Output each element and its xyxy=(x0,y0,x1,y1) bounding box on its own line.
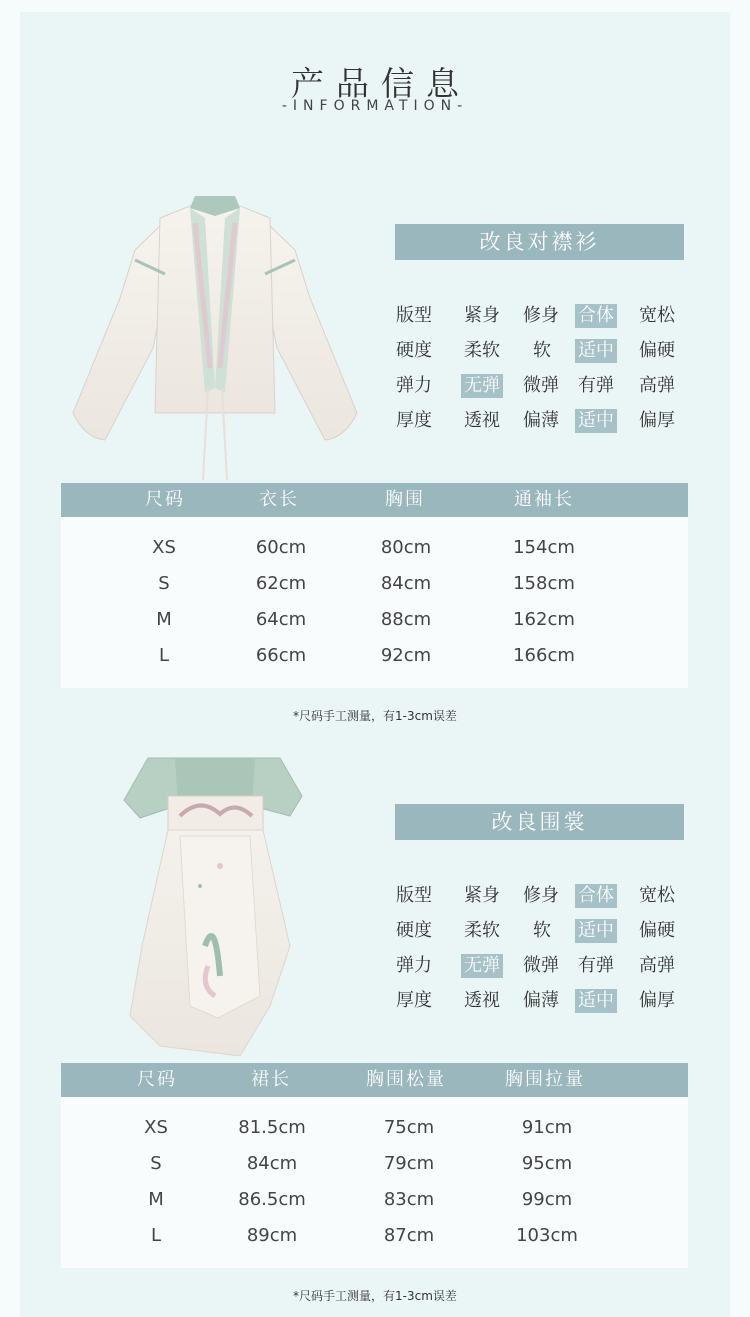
table-row xyxy=(61,1218,688,1254)
attribute-option: 偏厚 xyxy=(639,990,675,1011)
table-cell: 66cm xyxy=(255,645,307,666)
attribute-option: 宽松 xyxy=(639,305,675,326)
table-cell: 86.5cm xyxy=(238,1189,306,1210)
attribute-label: 版型 xyxy=(396,885,432,906)
attribute-option: 宽松 xyxy=(639,885,675,906)
attribute-option: 偏薄 xyxy=(523,410,559,431)
table-row xyxy=(61,1110,688,1146)
table-cell: 92cm xyxy=(380,645,432,666)
product-title-jacket: 改良对襟衫 xyxy=(395,224,684,260)
size-cell: XS xyxy=(152,537,176,558)
table-cell: 62cm xyxy=(255,573,307,594)
size-table-header xyxy=(61,483,688,517)
attribute-option: 透视 xyxy=(464,990,500,1011)
attribute-option: 高弹 xyxy=(639,955,675,976)
size-cell: L xyxy=(158,645,170,666)
attribute-option: 修身 xyxy=(523,305,559,326)
table-cell: 75cm xyxy=(383,1117,435,1138)
attribute-option: 偏厚 xyxy=(639,410,675,431)
attribute-option-selected: 无弹 xyxy=(461,954,503,978)
attribute-option: 柔软 xyxy=(464,340,500,361)
attribute-label: 硬度 xyxy=(396,920,432,941)
table-row xyxy=(61,1146,688,1182)
size-cell: XS xyxy=(144,1117,168,1138)
table-cell: 103cm xyxy=(516,1225,578,1246)
page-title: 产品信息 xyxy=(291,64,471,103)
table-row xyxy=(61,566,688,602)
attribute-label: 弹力 xyxy=(396,955,432,976)
table-cell: 60cm xyxy=(255,537,307,558)
table-cell: 84cm xyxy=(246,1153,298,1174)
table-cell: 166cm xyxy=(513,645,575,666)
table-cell: 84cm xyxy=(380,573,432,594)
attribute-label: 厚度 xyxy=(396,990,432,1011)
attribute-option: 柔软 xyxy=(464,920,500,941)
table-cell: 87cm xyxy=(383,1225,435,1246)
attribute-option: 高弹 xyxy=(639,375,675,396)
size-table-header xyxy=(61,1063,688,1097)
table-cell: 64cm xyxy=(255,609,307,630)
table-cell: 91cm xyxy=(521,1117,573,1138)
table-cell: 80cm xyxy=(380,537,432,558)
size-table-jacket xyxy=(61,483,688,688)
attribute-option-selected: 合体 xyxy=(575,884,617,908)
size-cell: L xyxy=(150,1225,162,1246)
attribute-label: 弹力 xyxy=(396,375,432,396)
attribute-option: 透视 xyxy=(464,410,500,431)
page-subtitle: -INFORMATION- xyxy=(281,98,469,114)
skirt-product-image xyxy=(120,756,310,1056)
column-header: 胸围松量 xyxy=(366,1069,446,1090)
table-row xyxy=(61,1182,688,1218)
size-cell: S xyxy=(158,573,170,594)
attribute-option: 软 xyxy=(533,340,551,361)
attribute-option: 有弹 xyxy=(578,375,614,396)
attribute-option-selected: 适中 xyxy=(575,919,617,943)
table-row xyxy=(61,638,688,674)
table-cell: 89cm xyxy=(246,1225,298,1246)
size-cell: S xyxy=(150,1153,162,1174)
column-header: 尺码 xyxy=(137,1069,177,1090)
attribute-option-selected: 无弹 xyxy=(461,374,503,398)
attribute-option: 紧身 xyxy=(464,305,500,326)
table-cell: 79cm xyxy=(383,1153,435,1174)
attribute-option: 偏硬 xyxy=(639,340,675,361)
attribute-option-selected: 适中 xyxy=(575,989,617,1013)
attribute-option: 微弹 xyxy=(523,955,559,976)
attribute-option: 紧身 xyxy=(464,885,500,906)
column-header: 通袖长 xyxy=(514,489,574,510)
size-table-skirt xyxy=(61,1063,688,1268)
attribute-option: 有弹 xyxy=(578,955,614,976)
table-row xyxy=(61,602,688,638)
table-cell: 158cm xyxy=(513,573,575,594)
column-header: 衣长 xyxy=(259,489,299,510)
jacket-product-image xyxy=(65,188,365,488)
measurement-note: *尺码手工测量，有1-3cm误差 xyxy=(293,1289,457,1303)
table-cell: 88cm xyxy=(380,609,432,630)
table-cell: 81.5cm xyxy=(238,1117,306,1138)
column-header: 胸围 xyxy=(385,489,425,510)
column-header: 裙长 xyxy=(251,1069,291,1090)
table-row xyxy=(61,530,688,566)
attribute-option-selected: 适中 xyxy=(575,409,617,433)
attribute-label: 厚度 xyxy=(396,410,432,431)
measurement-note: *尺码手工测量，有1-3cm误差 xyxy=(293,709,457,723)
attribute-label: 硬度 xyxy=(396,340,432,361)
size-cell: M xyxy=(156,609,172,630)
table-cell: 83cm xyxy=(383,1189,435,1210)
attribute-option: 偏薄 xyxy=(523,990,559,1011)
attribute-option-selected: 适中 xyxy=(575,339,617,363)
attribute-option: 微弹 xyxy=(523,375,559,396)
table-cell: 99cm xyxy=(521,1189,573,1210)
column-header: 尺码 xyxy=(145,489,185,510)
attribute-label: 版型 xyxy=(396,305,432,326)
column-header: 胸围拉量 xyxy=(505,1069,585,1090)
table-cell: 95cm xyxy=(521,1153,573,1174)
attribute-option: 软 xyxy=(533,920,551,941)
table-cell: 154cm xyxy=(513,537,575,558)
attribute-option: 偏硬 xyxy=(639,920,675,941)
attribute-option-selected: 合体 xyxy=(575,304,617,328)
product-title-skirt: 改良围裳 xyxy=(395,804,684,840)
size-cell: M xyxy=(148,1189,164,1210)
attribute-option: 修身 xyxy=(523,885,559,906)
table-cell: 162cm xyxy=(513,609,575,630)
